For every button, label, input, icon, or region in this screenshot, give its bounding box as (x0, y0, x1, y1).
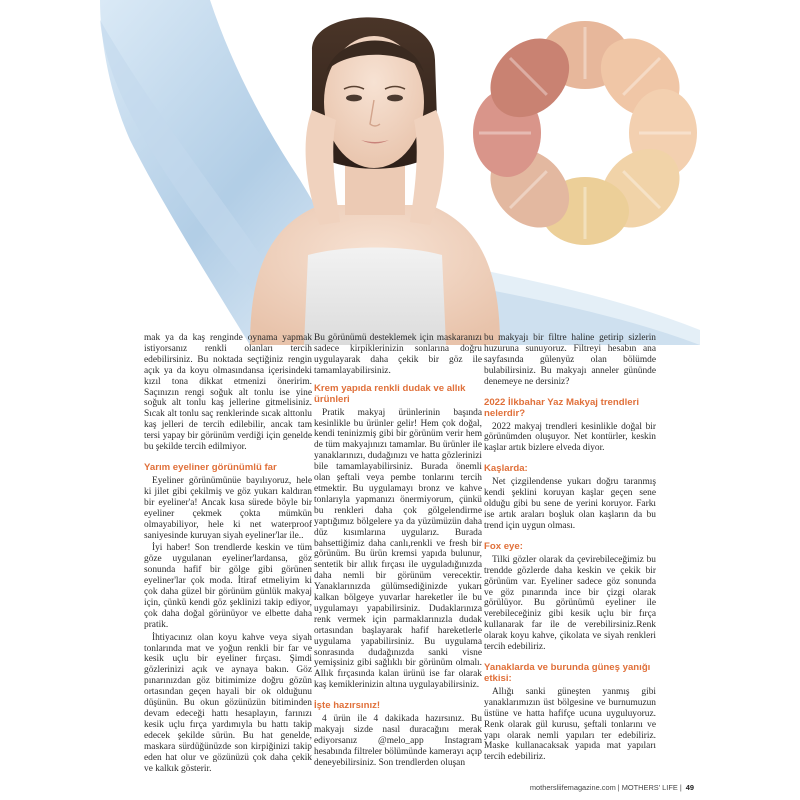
section-heading: 2022 İlkbahar Yaz Makyaj trendleri nelerdir? (484, 396, 640, 419)
paragraph: Eyeliner görünümünüe bayılıyoruz, hele ki jilet gibi çekilmiş ve göz yukarı kaldıran bir eyeliner'a! Ancak kısa sürede böyle bir eyeliner çekmek çokta mümkün olmayabiliyor, hele ki net waterproof saniyesinde kuruyan siyah eyeliner'lar ile.. (144, 475, 312, 541)
paragraph: 2022 makyaj trendleri kesinlikle doğal bir görünümden oluşuyor. Net kontürler, keskin kaşlar artık bizlere elveda diyor. (484, 421, 656, 454)
section-heading: Yanaklarda ve burunda güneş yanığı etkisi: (484, 661, 651, 684)
paragraph: 4 ürün ile 4 dakikada hazırsınız. Bu makyajı sizde nasıl duracağını merak ediyorsanız @melo_app Instagram hesabında filtreler bölümünde kamerayı açıp deneyebilirsiniz. Son trendlerden oluşan (314, 714, 482, 768)
section-heading: Fox eye: (484, 540, 523, 552)
text-column-3 (484, 333, 656, 765)
paragraph: bu makyajı bir filtre haline getirip sizlerin huzuruna sunuyoruz. Filtreyi hesabın ana sayfasında gülenyüz olan bölümde bulabilirsiniz. Bu makyajı anneler gününde denemeye ne dersiniz? (484, 333, 656, 387)
page-footer (484, 783, 694, 792)
page-number: 49 (685, 783, 694, 792)
section-heading: İşte hazırsınız! (314, 700, 381, 712)
section-heading: Krem yapıda renkli dudak ve allık ürünleri (314, 382, 466, 405)
paragraph: Allığı sanki güneşten yanmış gibi yanaklarımızın üst bölgesine ve burnumuzun üstüne ve hatta hafifçe ucuna uyguluyoruz. Renk olarak gül kurusu, şeftali tonlarını ve yapı olarak nemli yapıları ter edebiliriz. Maske kullanacaksak yapıda mat yapıları tercih edebiliriz. (484, 686, 656, 763)
section-heading: Yarım eyeliner görünümlü far (144, 461, 277, 473)
footer-text: mothersliifemagazine.com | MOTHERS' LIFE | (529, 783, 682, 792)
hero-image (0, 0, 800, 345)
section-heading: Kaşlarda: (484, 463, 528, 475)
paragraph: Tilki gözler olarak da çevirebileceğimiz bu trendde gözlerde daha keskin ve çekik bir görünüm var. Eyeliner sadece göz sonunda ve göz pınarında ince bir çizgi olarak görülüyor. Bu görünümü eyeliner ile verebileceğiniz gibi kesik uçlu bir fırça kullanarak far ile de verebilirsiniz.Renk olarak koyu kahve, çikolata ve siyah renkleri tercih edebiliriz. (484, 554, 656, 653)
foundation-swatch-wheel (473, 21, 697, 245)
paragraph: Net çizgilendense yukarı doğru taranmış kendi şeklini koruyan kaşlar geçen sene olduğu gibi bu sene de yerini koruyor. Farkı ise artık araları boşluk olan kaşların da bu trend için uygun olması. (484, 477, 656, 531)
paragraph: Bu görünümü desteklemek için maskaranızı sadece kirpiklerinizin sonlarına doğru uygulayarak daha çekik bir göz ile tamamlayabilirsiniz. (314, 333, 482, 376)
paragraph: İhtiyacınız olan koyu kahve veya siyah tonlarında mat ve yoğun renkli bir far ve kesik uçlu bir eyeliner fırçası. Şimdi gözlerinizi açık ve aynaya bakın. Göz pınarınızdan göz bitimimize doğru gözün ortasından geçen hayali bir ok olduğunu düşünün. Bu okun gözünüzün bitiminden devam edeceği hattı hesaplayın, farınızı kesik uçlu fırça yardımıyla bu hattı takip edecek şekilde sürün. Bu hat genelde, maskara sürdüğünüzde son kirpiğinizi takip eden hat olur ve gözünüzü çok daha çekik ve kalkık gösterir. (144, 632, 312, 774)
paragraph: İyi haber! Son trendlerde keskin ve tüm göze uygulanan eyeliner'lardansa, göz sonunda hafif bir gölge gibi görünen eyeliner'lar çok moda. İtiraf etmeliyim ki çok daha güzel bir görünüm günlük makyaj için, çünkü kendi göz şeklinizi takip ediyor, çok daha doğal görünüyor ve elbette daha pratik. (144, 543, 312, 630)
text-column-1 (144, 333, 312, 776)
paragraph: Pratik makyaj ürünlerinin başında kesinlikle bu ürünler gelir! Hem çok doğal, kendi teninizmiş gibi bir görünüm verir hem de tüm makyajınızı tamamlar. Bu ürünler ile yanaklarınızı, dudağınızı ve hatta gözlerinizi bile tamamlayabilirsiniz. Burada önemli olan şeftali veya pembe tonlarını tercih etmektir. Bu uygulamayı bronz ve kahve tonlarıyla yapmanızı önermiyorum, çünkü bu renkleri daha çok gölgelendirme yaptığımız bölgelere ya da yüzümüzün daha düz kısımlarına uygularız. Burada bahsettiğimiz daha canlı,renkli ve fresh bir görünüm. Bu ürün kremsi yapıda bulunur, sentetik bir allık fırçası ile uyguladığınızda daha nemli bir görünüm verecektir. Yanaklarınızda gülümsediğinizde yukarı kalkan bölgeye yuvarlar hareketler ile bu uygulamayı yapabilirsiniz. Dudaklarınıza renk vermek için parmaklarınızla dudak ortasından başlayarak hafif hareketlerle uygulama yapabilirsiniz. Bu uygulama sonrasında dudağınızda sanki visne yemişsiniz gibi sağlıklı bir görünüm olmalı. Allık fırçasında kalan ürünü ise far olarak kaş kemiklerinizin altına uygulayabilirsiniz. (314, 407, 482, 691)
text-column-2 (314, 333, 482, 771)
paragraph: mak ya da kaş renginde oynama yapmak istiyorsanız renkli olanları tercih edebilirsiniz. Bu noktada seçtiğiniz rengin açık ya da koyu olmasındansa içerisindeki kızıl tona dikkat etmenizi öneririm. Saçınızın rengi soğuk alt tonlu ise yine soğuk alt tonlu kaş jellerine gitmelisiniz. Sıcak alt tonlu saç renklerinde sıcak alttonlu kaş jelleri de tercih edilebilir, ancak tam tersi yapay bir görünüm verdiği için genelde bu şekilde tercih edilmiyor. (144, 333, 312, 453)
